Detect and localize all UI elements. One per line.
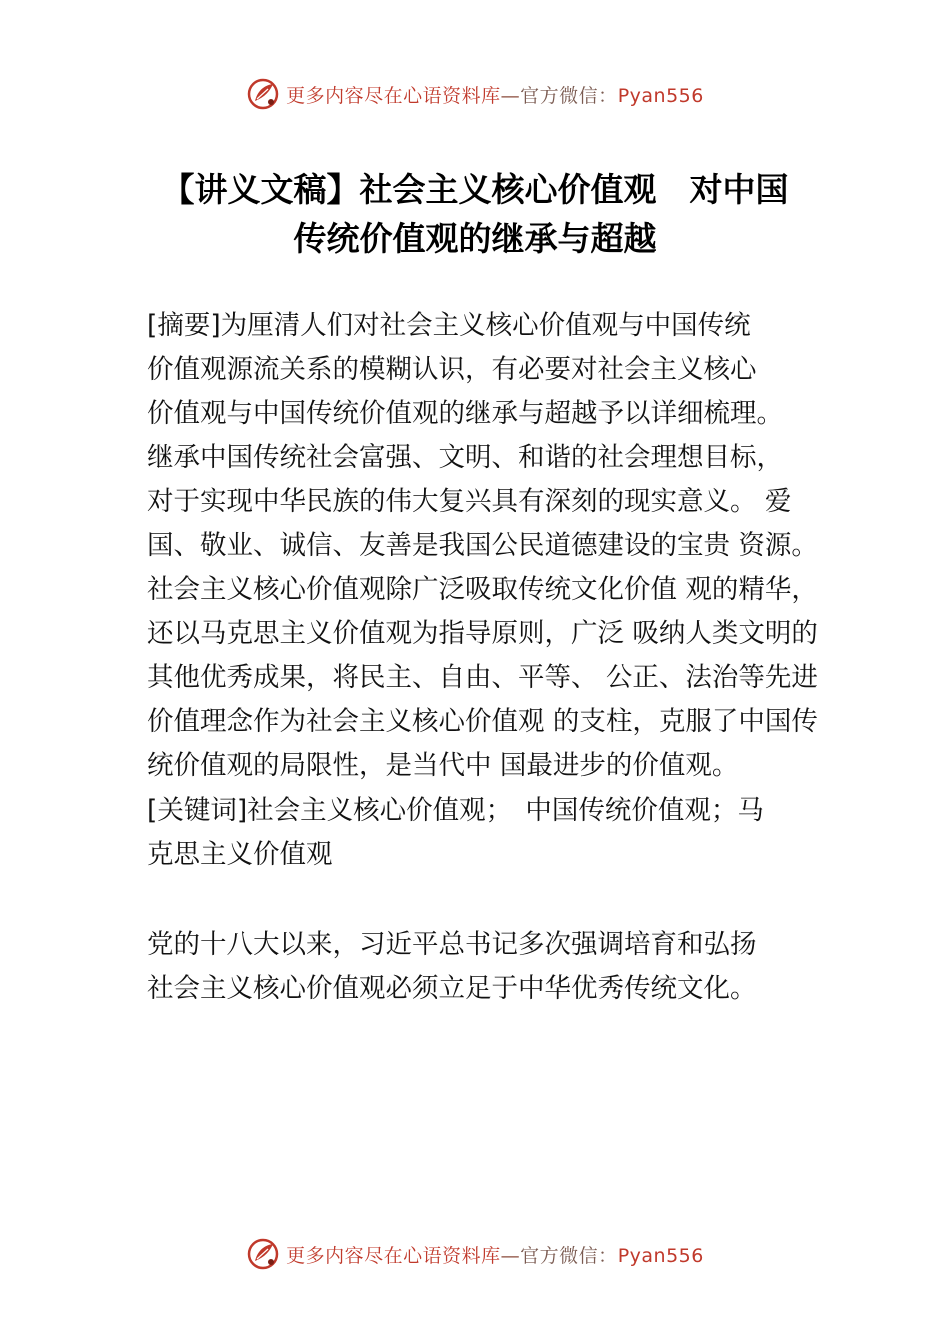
abstract-line: 继承中国传统社会富强、文明、和谐的社会理想目标， xyxy=(147,442,783,473)
abstract-line: 价值理念作为社会主义核心价值观 的支柱，克服了中国传 xyxy=(147,706,818,737)
banner-account: Pyan556 xyxy=(617,84,704,107)
banner-text xyxy=(286,1241,704,1268)
abstract-line: [摘要]为厘清人们对社会主义核心价值观与中国传统 xyxy=(147,310,751,341)
title-line-2: 传统价值观的继承与超越 xyxy=(293,219,657,258)
leaf-seal-icon xyxy=(246,1237,280,1271)
body-paragraph xyxy=(147,923,847,1011)
banner-site-name: 更多内容尽在心语资料库 xyxy=(286,1244,501,1267)
abstract-line: 社会主义核心价值观除广泛吸取传统文化价值 观的精华， xyxy=(147,574,818,605)
body-line: 社会主义核心价值观必须立足于中华优秀传统文化。 xyxy=(147,973,757,1004)
header-banner xyxy=(0,74,950,114)
banner-site-name: 更多内容尽在心语资料库 xyxy=(286,84,501,107)
abstract-line: 价值观源流关系的模糊认识，有必要对社会主义核心 xyxy=(147,354,757,385)
banner-dash: — xyxy=(500,1244,521,1267)
footer-banner xyxy=(0,1234,950,1274)
keywords-line: [关键词]社会主义核心价值观； 中国传统价值观；马 xyxy=(147,795,764,826)
leaf-seal-icon xyxy=(246,77,280,111)
abstract-line: 价值观与中国传统价值观的继承与超越予以详细梳理。 xyxy=(147,398,783,429)
keywords-line: 克思主义价值观 xyxy=(147,839,333,870)
banner-account: Pyan556 xyxy=(617,1244,704,1267)
abstract-line: 还以马克思主义价值观为指导原则，广泛 吸纳人类文明的 xyxy=(147,618,818,649)
title-line-1: 【讲义文稿】社会主义核心价值观 对中国 xyxy=(161,170,789,209)
banner-wechat-label: 官方微信： xyxy=(520,84,618,107)
abstract-paragraph xyxy=(147,304,847,788)
document-title xyxy=(120,165,830,263)
abstract-line: 其他优秀成果，将民主、自由、平等、 公正、法治等先进 xyxy=(147,662,818,693)
abstract-line: 统价值观的局限性，是当代中 国最进步的价值观。 xyxy=(147,750,739,781)
keywords-paragraph xyxy=(147,789,847,877)
banner-wechat-label: 官方微信： xyxy=(520,1244,618,1267)
abstract-line: 对于实现中华民族的伟大复兴具有深刻的现实意义。 爱 xyxy=(147,486,792,517)
abstract-line: 国、敬业、诚信、友善是我国公民道德建设的宝贵 资源。 xyxy=(147,530,818,561)
body-line: 党的十八大以来，习近平总书记多次强调培育和弘扬 xyxy=(147,929,757,960)
banner-text xyxy=(286,81,704,108)
banner-dash: — xyxy=(500,84,521,107)
